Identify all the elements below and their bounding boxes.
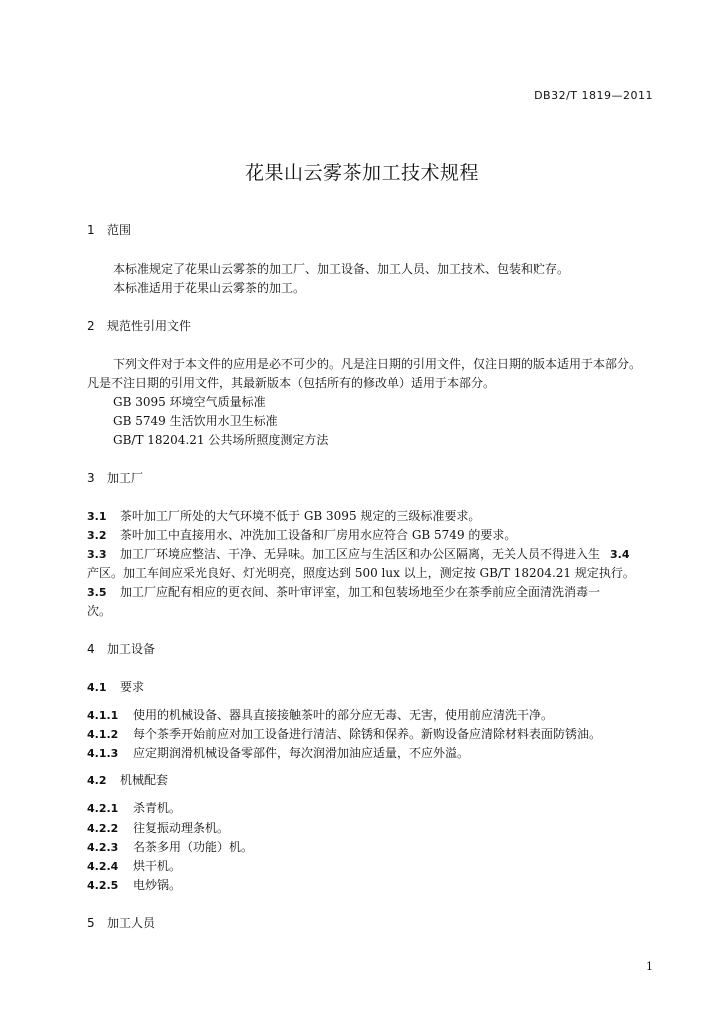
section-5-heading xyxy=(87,915,155,931)
clause-text: 茶叶加工中直接用水、冲洗加工设备和厂房用水应符合 GB 5749 的要求。 xyxy=(120,528,517,542)
clause-4-2-5 xyxy=(87,877,181,894)
clause-text: 烘干机。 xyxy=(133,859,182,873)
clause-text: 往复振动理条机。 xyxy=(133,821,230,835)
clause-4-2-2 xyxy=(87,820,229,837)
normative-reference-3: GB/T 18204.21 公共场所照度测定方法 xyxy=(113,433,329,447)
standard-code: DB32/T 1819—2011 xyxy=(534,89,653,102)
subsection-4-2-heading xyxy=(87,772,168,789)
subsection-title: 要求 xyxy=(120,680,145,694)
clause-text: 电炒锅。 xyxy=(133,878,182,892)
clause-number: 4.2.2 xyxy=(87,822,119,835)
section-number: 2 xyxy=(87,319,95,333)
clause-number: 4.1.3 xyxy=(87,747,119,760)
section-number: 4 xyxy=(87,642,95,656)
clause-text: 加工厂环境应整洁、干净、无异味。加工区应与生活区和办公区隔离，无关人员不得进入生 xyxy=(120,547,601,561)
clause-3-2 xyxy=(87,527,516,544)
section-title: 加工人员 xyxy=(107,916,156,930)
clause-number: 4.2.3 xyxy=(87,841,119,854)
clause-3-5-line-2: 次。 xyxy=(87,604,112,618)
section-1-paragraph-1: 本标准规定了花果山云雾茶的加工厂、加工设备、加工人员、加工技术、包装和贮存。 xyxy=(113,262,570,276)
section-title: 规范性引用文件 xyxy=(107,319,192,333)
section-2-heading xyxy=(87,318,191,334)
clause-text: 应定期润滑机械设备零部件，每次润滑加油应适量，不应外溢。 xyxy=(133,746,470,760)
clause-3-3-line-2: 产区。加工车间应采光良好、灯光明亮，照度达到 500 lux 以上，测定按 GB/T 18204.21 规定执行。 xyxy=(87,566,635,580)
clause-number: 3.3 xyxy=(87,548,107,561)
subsection-4-1-heading xyxy=(87,679,144,696)
section-2-paragraph-line-1: 下列文件对于本文件的应用是必不可少的。凡是注日期的引用文件，仅注日期的版本适用于本部分。 xyxy=(113,357,642,371)
clause-3-3 xyxy=(87,546,600,563)
subsection-title: 机械配套 xyxy=(120,773,169,787)
clause-text: 茶叶加工厂所处的大气环境不低于 GB 3095 规定的三级标准要求。 xyxy=(120,509,481,523)
subsection-number: 4.2 xyxy=(87,774,107,787)
clause-number: 4.2.5 xyxy=(87,879,119,892)
clause-4-2-3 xyxy=(87,839,253,856)
clause-number: 3.2 xyxy=(87,529,107,542)
section-title: 加工设备 xyxy=(107,642,156,656)
section-3-heading xyxy=(87,470,143,486)
subsection-number: 4.1 xyxy=(87,681,107,694)
clause-text: 名茶多用（功能）机。 xyxy=(133,840,254,854)
clause-text: 杀青机。 xyxy=(133,801,182,815)
clause-number: 4.1.1 xyxy=(87,709,119,722)
clause-4-1-2 xyxy=(87,726,601,743)
clause-text: 每个茶季开始前应对加工设备进行清洁、除锈和保养。新购设备应清除材料表面防锈油。 xyxy=(133,727,602,741)
clause-4-1-3 xyxy=(87,745,469,762)
clause-4-2-4 xyxy=(87,858,181,875)
normative-reference-1: GB 3095 环境空气质量标准 xyxy=(113,395,266,409)
clause-number: 4.2.1 xyxy=(87,802,119,815)
normative-reference-2: GB 5749 生活饮用水卫生标准 xyxy=(113,414,278,428)
clause-4-2-1 xyxy=(87,800,181,817)
clause-number: 3.1 xyxy=(87,510,107,523)
section-1-heading xyxy=(87,222,131,238)
section-1-paragraph-2: 本标准适用于花果山云雾茶的加工。 xyxy=(113,281,306,295)
clause-3-4-number: 3.4 xyxy=(610,548,630,561)
section-title: 加工厂 xyxy=(107,471,144,485)
section-2-paragraph-line-2: 凡是不注日期的引用文件，其最新版本（包括所有的修改单）适用于本部分。 xyxy=(87,376,496,390)
section-number: 5 xyxy=(87,916,95,930)
clause-3-5 xyxy=(87,584,600,601)
clause-text: 加工厂应配有相应的更衣间、茶叶审评室，加工和包装场地至少在茶季前应全面清洗消毒一 xyxy=(120,585,601,599)
clause-text: 使用的机械设备、器具直接接触茶叶的部分应无毒、无害，使用前应清洗干净。 xyxy=(133,708,554,722)
section-number: 1 xyxy=(87,223,95,237)
clause-4-1-1 xyxy=(87,707,553,724)
document-title: 花果山云雾茶加工技术规程 xyxy=(244,162,479,184)
clause-number: 4.1.2 xyxy=(87,728,119,741)
section-number: 3 xyxy=(87,471,95,485)
page-number: 1 xyxy=(646,960,653,973)
section-title: 范围 xyxy=(107,223,132,237)
clause-number: 4.2.4 xyxy=(87,860,119,873)
clause-3-1 xyxy=(87,508,480,525)
section-4-heading xyxy=(87,641,155,657)
clause-number: 3.5 xyxy=(87,586,107,599)
